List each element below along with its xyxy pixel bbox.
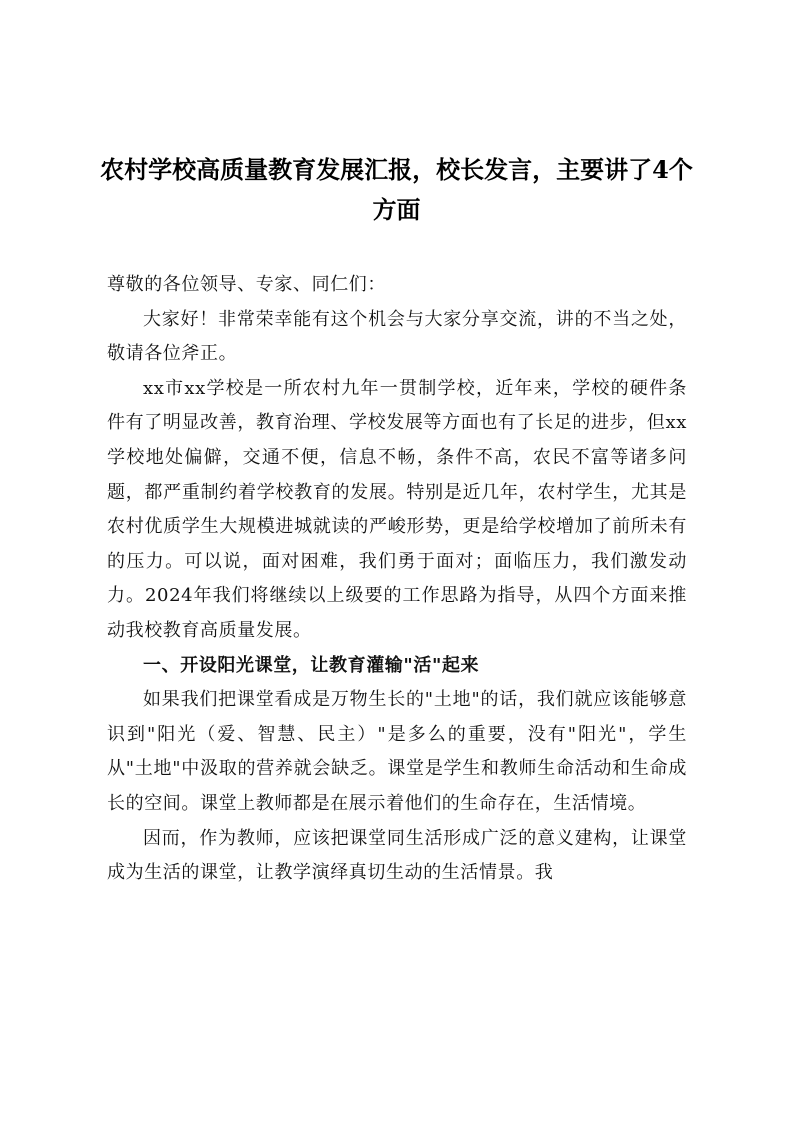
document-body: [107, 268, 687, 891]
section-heading-1: 一、开设阳光课堂，让教育灌输"活"起来: [143, 654, 480, 676]
greeting-line: 尊敬的各位领导、专家、同仁们：: [107, 274, 386, 295]
paragraph-intro: 大家好！非常荣幸能有这个机会与大家分享交流，讲的不当之处，敬请各位斧正。: [107, 308, 687, 365]
paragraph-sunshine-classroom: 如果我们把课堂看成是万物生长的"土地"的话，我们就应该能够意识到"阳光（爱、智慧、民主）"是多么的重要，没有"阳光"，学生从"土地"中汲取的营养就会缺乏。课堂是学生和教师生命活动和生命成长的空间。课堂上教师都是在展示着他们的生命存在，生活情境。: [107, 689, 687, 814]
paragraph-school-overview: xx市xx学校是一所农村九年一贯制学校，近年来，学校的硬件条件有了明显改善，教育治理、学校发展等方面也有了长足的进步，但xx学校地处偏僻，交通不便，信息不畅，条件不高，农民不富等诸多问题，都严重制约着学校教育的发展。特别是近几年，农村学生，尤其是农村优质学生大规模进城就读的严峻形势，更是给学校增加了前所未有的压力。可以说，面对困难，我们勇于面对；面临压力，我们激发动力。2024年我们将继续以上级要的工作思路为指导，从四个方面来推动我校教育高质量发展。: [107, 377, 687, 641]
paragraph-teacher-role: 因而，作为教师，应该把课堂同生活形成广泛的意义建构，让课堂成为生活的课堂，让教学演绎真切生动的生活情景。我: [107, 827, 687, 884]
document-title: 农村学校高质量教育发展汇报，校长发言，主要讲了4个方面: [100, 155, 693, 224]
